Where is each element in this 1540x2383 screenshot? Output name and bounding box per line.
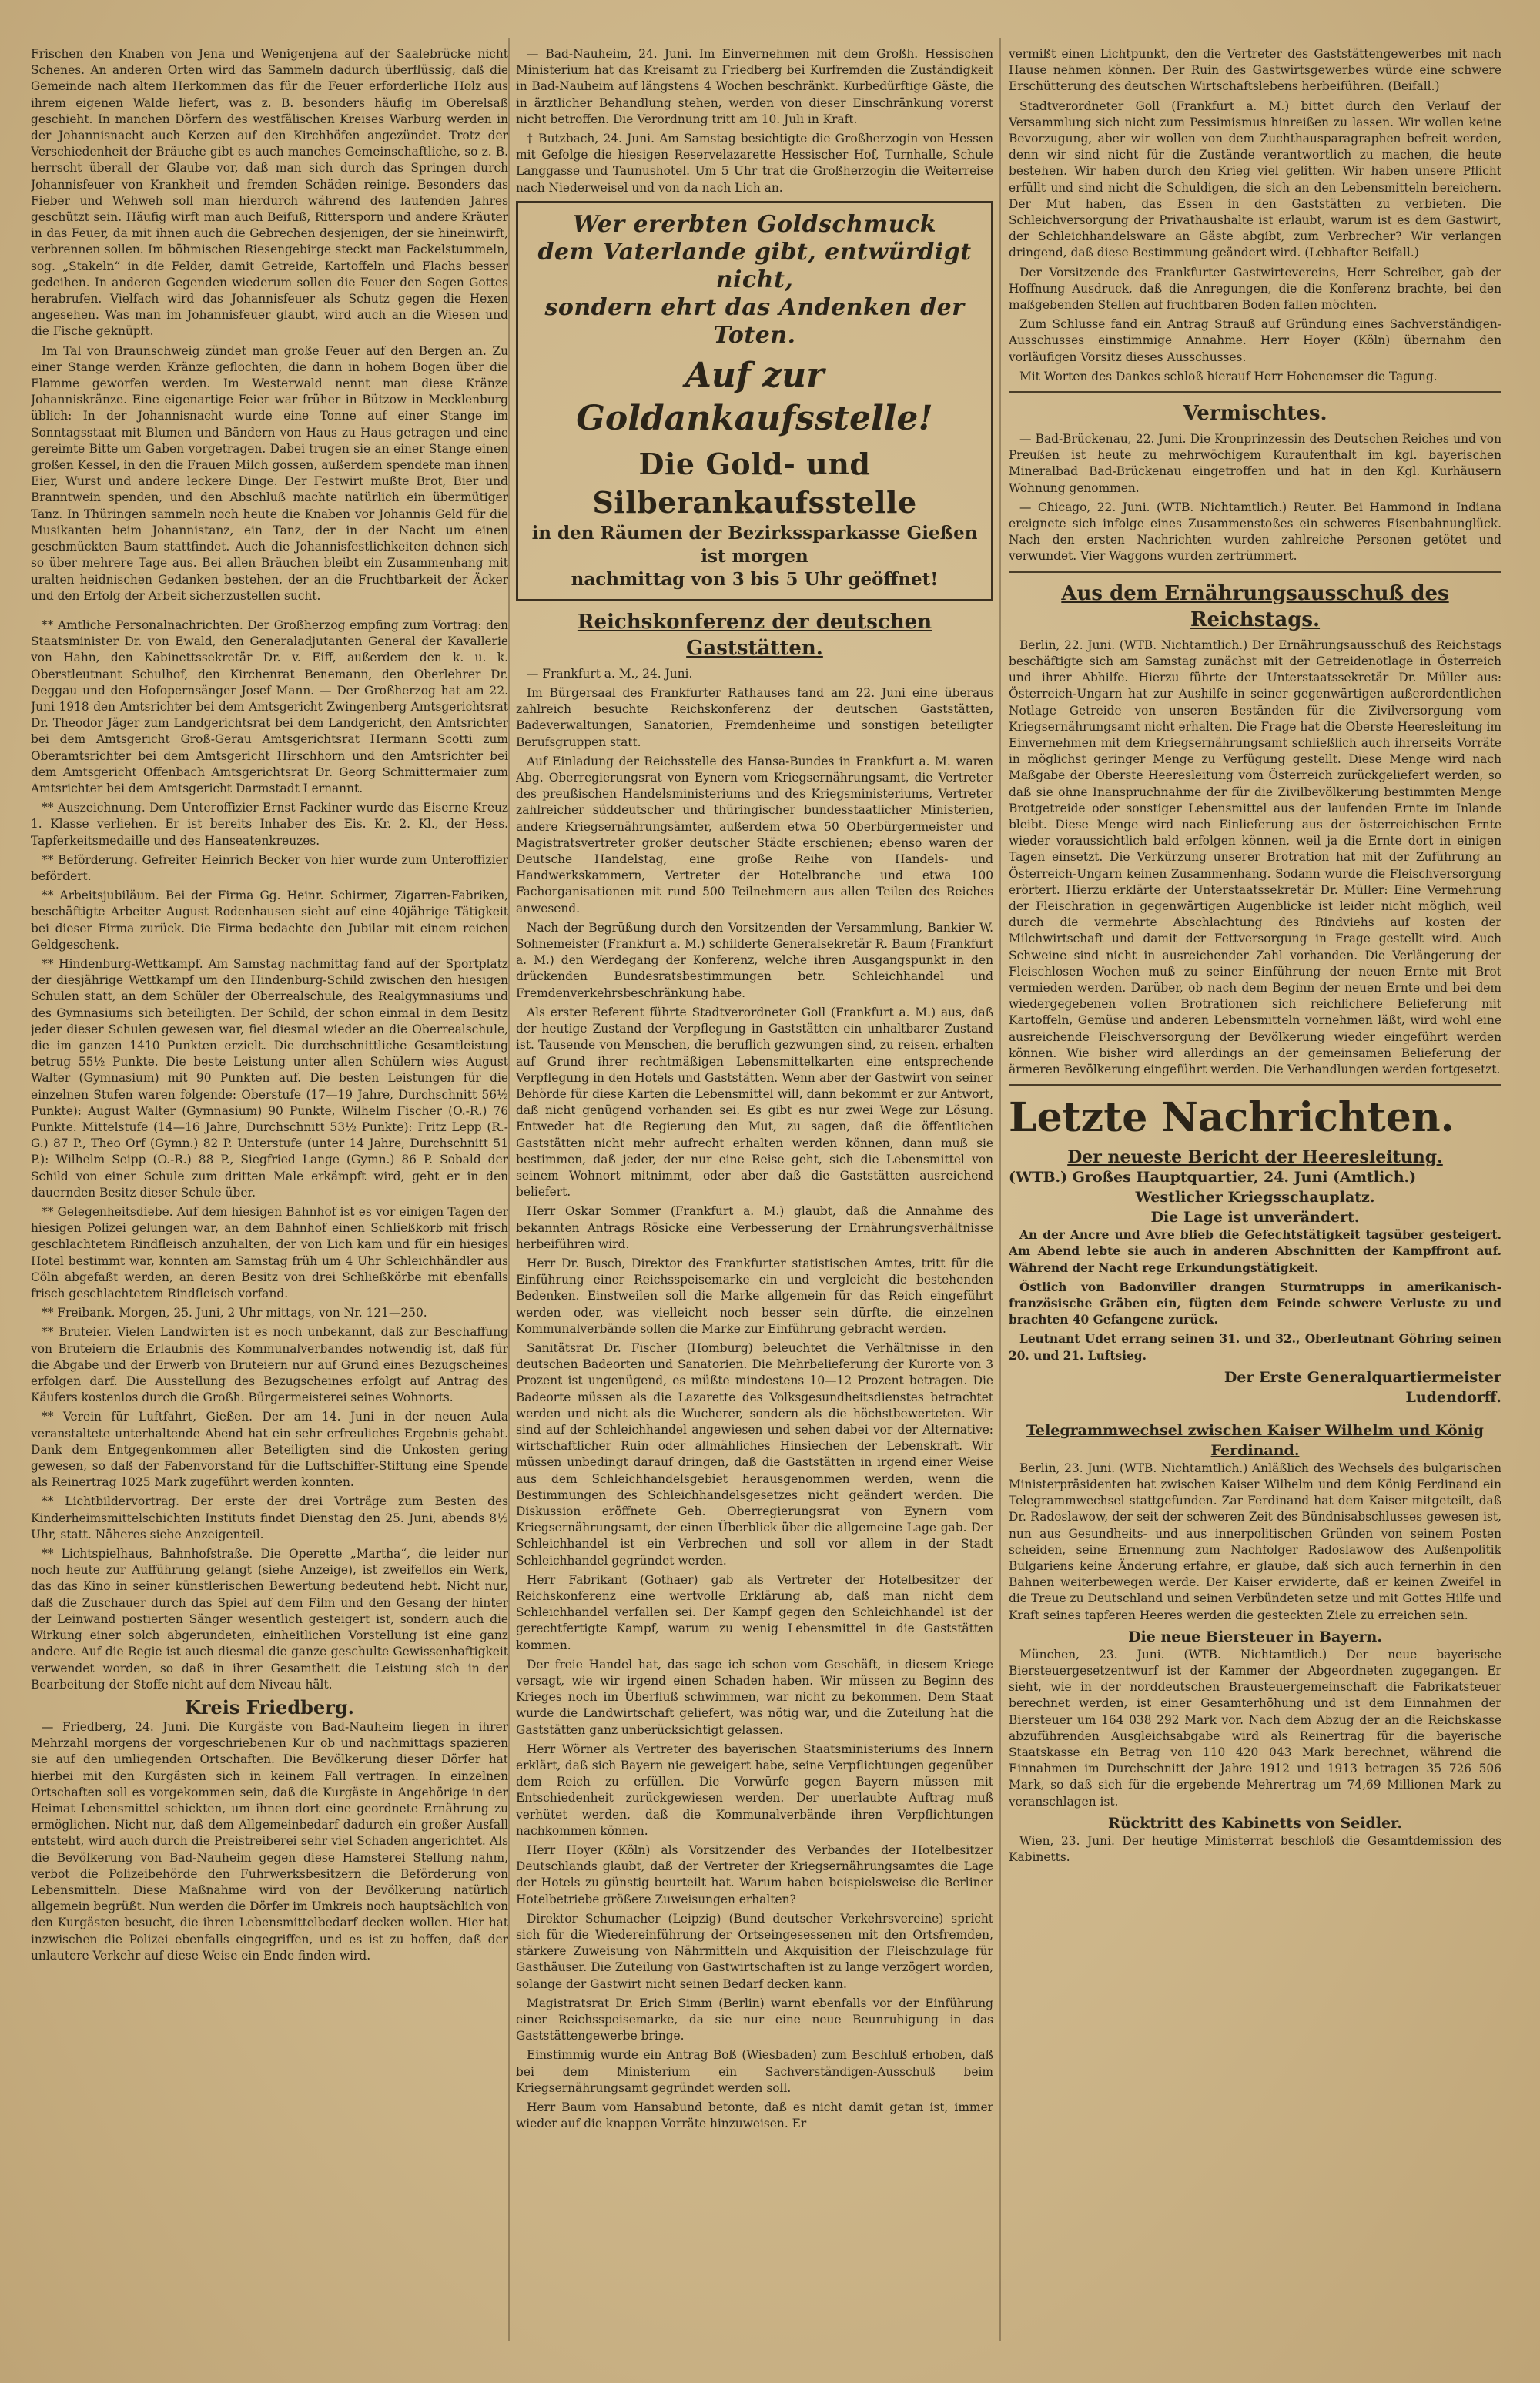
article-paragraph: Berlin, 23. Juni. (WTB. Nichtamtlich.) Anläßlich des Wechsels des bulgarischen Ministerpräsidenten hat zwischen Kaiser Wilhelm und dem König Ferdinand ein Telegrammwechsel stattgefunden. Zar Ferdinand hat dem Kaiser mitgeteilt, daß Dr. Radoslawow, der seit der schweren Zeit des Bündnisabschlusses gewesen ist, nun aus Gesundheits- und aus innerpolitischen Gründen von seinem Posten scheiden, seine Ernennung zum Nachfolger Radoslawow des Außenpolitik Bulgariens keine Änderung erfahre, er glaube, daß sich auch fernerhin in den Bahnen weiterbewegen werde. Der Kaiser erwiderte, daß er keinen Zweifel in die Treue zu Deutschland und seinen Verbündeten setze und mit Gottes Hilfe und Kraft seines tapferen Heeres werden die gesteckten Ziele zu erreichen sein. [1009,1461,1502,1622]
article-paragraph: Frischen den Knaben von Jena und Wenigenjena auf der Saalebrücke nicht Schenes. An anderen Orten wird das Sammeln dadurch überflüssig, daß die Gemeinde nach altem Herkommen das für die Feuer erforderliche Holz aus ihrem eigenen Walde liefert, was z. B. besonders häufig im Oberelsaß geschieht. In manchen Dörfern des westfälischen Kreises Warburg werden in der Johannisnacht auch Kerzen auf den Kirchhöfen angezündet. Trotz der Verschiedenheit der Bräuche gibt es auch manches Gemeinschaftliche, so z. B. herrscht überall der Glaube vor, daß man sich durch das Springen durch Johannisfeuer von Krankheit und fremden Schäden reinige. Besonders das Fieber und Wehweh soll man hierdurch während des laufenden Jahres geschützt sein. Häufig wirft man auch Beifuß, Rittersporn und andere Kräuter in das Feuer, da mit ihnen auch die Gebrechen desjenigen, der sie hineinwirft, verbrennen sollen. Im böhmischen Riesengebirge steckt man Fackelstummeln, sog. „Stakeln“ in die Felder, damit Getreide, Kartoffeln und Flachs besser gedeihen. In anderen Gegenden wiederum sollen die Feuer den Segen Gottes herabrufen. Vielfach wird das Johannisfeuer als Schutz gegen die Hexen angesehen. Was man im Johannisfeuer glaubt, wird auch an die Wiesen und die Fische geknüpft. [31,47,508,339]
ad-line: sondern ehrt das Andenken der Toten. [544,293,965,349]
section-heading: Reichskonferenz der deutschen Gaststätten. [577,610,932,660]
article-paragraph: Zum Schlusse fand ein Antrag Strauß auf Gründung eines Sachverständigen-Ausschusses einstimmige Annahme. Herr Hoyer (Köln) übernahm den vorläufigen Vorsitz dieses Ausschusses. [1009,317,1502,364]
ad-headline: Die Gold- und Silberankaufsstelle [592,446,917,520]
article-paragraph: — Chicago, 22. Juni. (WTB. Nichtamtlich.) Reuter. Bei Hammond in Indiana ereignete sich infolge eines Zusammenstoßes ein schweres Eisenbahnunglück. Nach den ersten Nachrichten wurden zahlreiche Personen getötet und verwundet. Vier Waggons wurden zertrümmert. [1009,500,1502,564]
ad-line: nachmittag von 3 bis 5 Uhr geöffnet! [571,568,939,590]
article-paragraph: Der freie Handel hat, das sage ich schon vom Geschäft, in diesem Kriege versagt, wie wir irgend einen Schaden haben. Wir müssen zu Beginn des Krieges noch im Überfluß schwimmen, war nicht zu bekommen. Dem Staat wurde die Landwirtschaft geliefert, was nötig war, und die Zuteilung hat die Gaststätten ganz unberücksichtigt gelassen. [516,1657,993,1737]
column-rule [508,38,510,2341]
article-paragraph: ** Bruteier. Vielen Landwirten ist es noch unbekannt, daß zur Beschaffung von Bruteiern die Erlaubnis des Kommunalverbandes notwendig ist, daß für die Abgabe und der Erwerb von Bruteiern nur auf Grund eines Bezugscheines erfolgen darf. Die Ausstellung des Bezugscheines erfolgt auf Antrag des Käufers kostenlos durch die Großh. Bürgermeisterei seines Wohnorts. [31,1325,508,1405]
column-right [1009,46,1502,2345]
article-paragraph: Mit Worten des Dankes schloß hierauf Herr Hohenemser die Tagung. [1019,369,1438,383]
article-paragraph: Nach der Begrüßung durch den Vorsitzenden der Versammlung, Bankier W. Sohnemeister (Frankfurt a. M.) schilderte Generalsekretär R. Baum (Frankfurt a. M.) den Werdegang der Konferenz, welche ihren Ausgangspunkt in den drückenden Bundesratsbestimmungen betr. Schleichhandel und Fremdenverkehrsbeschränkung habe. [516,920,993,1000]
article-paragraph: — Friedberg, 24. Juni. Die Kurgäste von Bad-Nauheim liegen in ihrer Mehrzahl morgens der vorgeschriebenen Kur ob und nachmittags spazieren sie auf den umliegenden Ortschaften. Die Bevölkerung dieser Dörfer hat hierbei mit den Kurgästen sich in keinem Fall vertragen. In einzelnen Ortschaften soll es vorgekommen sein, daß die Kurgäste in Angehörige in der Heimat Lebensmittel schickten, um ihnen dort eine geordnete Ernährung zu ermöglichen. Nicht nur, daß dem Allgemeinbedarf dadurch ein großer Ausfall entsteht, wird auch durch die Preistreiberei sehr viel Schaden angerichtet. Als die Bevölkerung von Bad-Nauheim gegen diese Hamsterei Stellung nahm, verbot die Polizeibehörde den Fuhrwerksbesitzern die Beförderung von Lebensmitteln. Diese Maßnahme wird von der Bevölkerung natürlich allgemein begrüßt. Nun werden die Dörfer im Umkreis noch hauptsächlich von den Kurgästen besucht, die ihren Lebensmittelbedarf decken wollen. Hier hat inzwischen die Polizei ebenfalls eingegriffen, und es ist zu hoffen, daß der unlautere Verkehr auf diese Weise ein Ende finden wird. [31,1719,508,1963]
column-left [31,46,508,2345]
article-paragraph: ** Auszeichnung. Dem Unteroffizier Ernst Fackiner wurde das Eiserne Kreuz 1. Klasse verliehen. Er ist bereits Inhaber des Eis. Kr. 2. Kl., der Hess. Tapferkeitsmedaille und des Hanseatenkreuzes. [31,801,508,848]
article-paragraph: ** Arbeitsjubiläum. Bei der Firma Gg. Heinr. Schirmer, Zigarren-Fabriken, beschäftigte Arbeiter August Rodenhausen sieht auf eine 40jährige Tätigkeit bei dieser Firma zurück. Die Firma bedachte den Jubilar mit einem reichen Geldgeschenk. [31,889,508,952]
article-paragraph: Wien, 23. Juni. Der heutige Ministerrat beschloß die Gesamtdemission des Kabinetts. [1009,1833,1502,1865]
article-paragraph: Herr Baum vom Hansabund betonte, daß es nicht damit getan ist, immer wieder auf die knappen Vorräte hinzuweisen. Er [516,2100,993,2131]
report-paragraph: An der Ancre und Avre blieb die Gefechtstätigkeit tagsüber gesteigert. Am Abend lebte sie auch in anderen Abschnitten der Kampffront auf. Während der Nacht rege Erkundungstätigkeit. [1009,1228,1502,1275]
section-heading: Kreis Friedberg. [184,1695,355,1719]
article-paragraph: — Bad-Nauheim, 24. Juni. Im Einvernehmen mit dem Großh. Hessischen Ministerium hat das Kreisamt zu Friedberg bei Kurfremden die Zuständigkeit in Bad-Nauheim auf längstens 4 Wochen beschränkt. Kurbedürftige Gäste, die in ärztlicher Behandlung stehen, werden von dieser Einschränkung vorerst nicht betroffen. Die Verordnung tritt am 10. Juli in Kraft. [516,47,993,126]
ad-line: Wer ererbten Goldschmuck [572,210,937,238]
ad-line: dem Vaterlande gibt, entwürdigt nicht, [537,238,972,293]
article-paragraph: Herr Hoyer (Köln) als Vorsitzender des Verbandes der Hotelbesitzer Deutschlands glaubt, daß der Vertreter der Kriegsernährungsamtes die Lage der Hotels zu günstig beurteilt hat. Warum haben beispielsweise die Berliner Hotelbetriebe größere Zuweisungen erhalten? [516,1843,993,1906]
article-paragraph: † Butzbach, 24. Juni. Am Samstag besichtigte die Großherzogin von Hessen mit Gefolge die hiesigen Reservelazarette Hessischer Hof, Turnhalle, Schule Langgasse und Taunushotel. Um 5 Uhr trat die Großherzogin die Weiterreise nach Niederweisel und von da nach Lich an. [516,132,993,195]
article-paragraph: Berlin, 22. Juni. (WTB. Nichtamtlich.) Der Ernährungsausschuß des Reichstags beschäftigte sich am Samstag zunächst mit der Getreidenotlage in Österreich und ihrer Abhilfe. Hierzu führte der Unterstaatssekretär Dr. Müller aus: Österreich-Ungarn hat zur Aushilfe in seiner gegenwärtigen außerordentlichen Notlage Getreide von unseren Beständen für die Zivilversorgung vom Kriegsernährungsamt nicht erhalten. Die Frage hat die Oberste Heeresleitung im Einvernehmen mit dem Kriegsernährungsamt schließlich auch ihrerseits Vorräte in möglichst geringer Menge zu Verfügung gestellt. Diese Menge wird nach Maßgabe der Oberste Heeresleitung vom Österreich zurückgeliefert werden, so daß sie ohne Inanspruchnahme der für die Zivilbevölkerung bestimmten Menge Brotgetreide oder sonstiger Lebensmittel aus der laufenden Ernte im Inlande bleibt. Diese Menge wird nach Einlieferung aus der österreichischen Ernte wieder voraussichtlich bald erfolgen können, weil ja die Ernte dort in einigen Tagen einsetzt. Die Verkürzung unserer Brotration hat mit der Zuführung an Österreich-Ungarn keinen Zusammenhang. Sodann wurde die Fleischversorgung erörtert. Hierzu erklärte der Unterstaatssekretär Dr. Müller: Eine Vermehrung der Fleischration in gegenwärtigen Augenblicke ist leider nicht möglich, weil durch die vermehrte Abschlachtung des Rindviehs auf kosten der Milchwirtschaft und damit der Fettversorgung in Frage gestellt wird. Auch Schweine sind nicht in ausreichender Zahl vorhanden. Die Verlängerung der Fleischlosen Wochen muß zu seiner Einführung der neuen Ernte mit Brot vermieden werden. Darüber, ob nach dem Beginn der neuen Ernte und bei dem wiedergegebenen vollen Brotrationen sich reichlichere Belieferung mit Kartoffeln, Gemüse und anderen Lebensmitteln vornehmen läßt, wird wohl eine ausreichende Fleischversorgung der Bevölkerung wieder eingeführt werden können. Wie bisher wird allerdings an der gemeinsamen Belieferung der ärmeren Bevölkerung eingeführt werden. Die Verhandlungen werden fortgesetzt. [1009,638,1502,1076]
letzte-nachrichten-heading: Letzte Nachrichten. [1009,1094,1455,1142]
article-paragraph: Im Bürgersaal des Frankfurter Rathauses fand am 22. Juni eine überaus zahlreich besuchte Reichskonferenz der deutschen Gaststätten, Badeverwaltungen, Sanatorien, Fremdenheime und sonstigen beteiligter Berufsgruppen statt. [516,686,993,749]
column-middle [516,46,993,2345]
article-paragraph: Herr Fabrikant (Gothaer) gab als Vertreter der Hotelbesitzer der Reichskonferenz eine wertvolle Erklärung ab, daß man nicht dem Schleichhandel verfallen sei. Der Kampf gegen den Schleichhandel ist der gerechtfertigte Kampf, warum zu wenig Lebensmittel in die Gaststätten kommen. [516,1572,993,1652]
gold-ankauf-advertisement [516,201,993,601]
article-paragraph: Herr Oskar Sommer (Frankfurt a. M.) glaubt, daß die Annahme des bekannten Antrags Rösicke eine Verbesserung der Ernährungsverhältnisse herbeiführen wird. [516,1204,993,1251]
report-paragraph: Östlich von Badonviller drangen Sturmtrupps in amerikanisch-französische Gräben ein, fügten dem Feinde schwere Verluste zu und brachten 40 Gefangene zurück. [1009,1280,1502,1327]
section-heading: Der neueste Bericht der Heeresleitung. [1067,1147,1443,1168]
report-paragraph: Leutnant Udet errang seinen 31. und 32., Oberleutnant Göhring seinen 20. und 21. Luftsieg. [1009,1332,1502,1363]
article-paragraph: vermißt einen Lichtpunkt, den die Vertreter des Gaststättengewerbes mit nach Hause nehmen können. Der Ruin des Gastwirtsgewerbes würde eine schwere Erschütterung des deutschen Wirtschaftslebens herbeiführen. (Beifall.) [1009,47,1502,94]
signature: Der Erste Generalquartiermeister [1224,1368,1502,1386]
article-paragraph: Im Tal von Braunschweig zündet man große Feuer auf den Bergen an. Zu einer Stange werden Kränze geflochten, die dann in hohem Bogen über die Flamme geworfen werden. Im Westerwald nennt man diese Kränze Johanniskränze. Eine eigenartige Feier war früher in Bützow in Mecklenburg üblich: In der Johannisnacht wurde eine Tonne auf einer Stange im Sonntagsstaat mit Blumen und Bändern von Haus zu Haus getragen und eine gereimte Bitte um Gaben vorgetragen. Dabei trugen sie an einer Stange einen großen Kessel, in den die Frauen Milch gossen, außerdem spendete man ihnen Eier, Wurst und andere leckere Dinge. Der Festwirt mußte Brot, Bier und Branntwein spenden, und den Abschluß machte natürlich ein übermütiger Tanz. In Thüringen sammeln noch heute die Knaben vor Johannis Geld für die Musikanten beim Johannistanz, ein Tanz, der in der Nacht um einen geschmückten Baum stattfindet. Auch die Johannisfestlichkeiten dehnen sich so über mehrere Tage aus. Bei allen Bräuchen bleibt ein Zusammenhang mit uralten heidnischen Gedanken bestehen, der an die Fruchtbarkeit der Äcker und den Erfolg der Arbeit sicherzustellen sucht. [31,343,508,603]
article-paragraph: ** Lichtspielhaus, Bahnhofstraße. Die Operette „Martha“, die leider nur noch heute zur Aufführung gelangt (siehe Anzeige), ist zweifellos ein Werk, das das Kino in seiner künstlerischen Bewertung bedeutend hebt. Nicht nur, daß die Zuschauer durch das Spiel auf dem Film und den Gesang der hinter der Leinwand postierten Sänger wesentlich gesteigert ist, sondern auch die Wirkung einer solch abgerundeten, einheitlichen Vorstellung ist eine ganz andere. Auf die Regie ist auch diesmal die ganze geschulte Gewissenhaftigkeit verwendet worden, so daß in ihrer Gesamtheit die Leistung sich in der Bearbeitung der Stoffe nicht auf dem Niveau hält. [31,1547,508,1692]
dateline: — Frankfurt a. M., 24. Juni. [527,666,693,681]
article-paragraph: Direktor Schumacher (Leipzig) (Bund deutscher Verkehrsvereine) spricht sich für die Wiedereinführung der Ortseingesessenen mit den Ortsfremden, stärkere Zuweisung von Nährmitteln und Akquisition der Fleischzulage für Gasthäuser. Die Zuteilung von Gastwirtschaften ist zu lange verzögert worden, solange der Gastwirt nicht seinen Bedarf decken kann. [516,1911,993,1991]
ad-headline: Auf zur Goldankaufsstelle! [576,355,933,438]
section-heading: Telegrammwechsel zwischen Kaiser Wilhelm und König Ferdinand. [1026,1421,1484,1459]
dateline: (WTB.) Großes Hauptquartier, 24. Juni (Amtlich.) [1009,1169,1417,1186]
column-rule [999,38,1001,2341]
article-paragraph: ** Beförderung. Gefreiter Heinrich Becker von hier wurde zum Unteroffizier befördert. [31,852,508,883]
report-line: Die Lage ist unverändert. [1150,1209,1360,1227]
divider [1009,571,1502,573]
article-paragraph: Sanitätsrat Dr. Fischer (Homburg) beleuchtet die Verhältnisse in den deutschen Badeorten und Sanatorien. Die Mehrbelieferung der Kurorte von 3 Prozent ist ungenügend, es müßte mindestens 10—12 Prozent betragen. Die Badeorte müssen als die Lazarette des Volksgesundheitsdienstes betrachtet werden und nicht als die Wucherer, sondern als die höchstbewerteten. Wir sind auf der Schleichhandel angewiesen und sehen dabei vor der Alternative: wirtschaftlicher Ruin oder allmähliches Hinsiechen der Lebenskraft. Wir müssen unbedingt darauf dringen, daß die Gaststätten in irgend einer Weise aus dem Schleichhandelsgebiet herausgenommen werden, wenn die Bestimmungen des Schleichhandelsgesetzes nicht geändert werden. Die Diskussion eröffnete Geh. Oberregierungsrat von Eynern vom Kriegsernährungsamt, der einen Überblick über die allgemeine Lage gab. Der Schleichhandel ist ein Verbrechen und soll vor allem in der Stadt Schleichhandel gegründet werden. [516,1340,993,1568]
article-paragraph: Auf Einladung der Reichsstelle des Hansa-Bundes in Frankfurt a. M. waren Abg. Oberregierungsrat von Eynern vom Kriegsernährungsamt, die Vertreter des preußischen Handelsministeriums und des Kriegsministeriums, Vertreter zahlreicher süddeutscher und thüringischer bundesstaatlicher Ministerien, andere Kriegsernährungsämter, außerdem etwa 50 Oberbürgermeister und Magistratsvertreter großer deutscher Städte erschienen; ebenso waren der Deutsche Handelstag, eine große Reihe von Handels- und Handwerkskammern, Vertreter der Hotelbranche und etwa 100 Fachorganisationen mit rund 500 Teilnehmern aus allen Teilen des Reiches anwesend. [516,754,993,915]
article-paragraph: — Bad-Brückenau, 22. Juni. Die Kronprinzessin des Deutschen Reiches und von Preußen ist heute zu mehrwöchigem Kuraufenthalt im kgl. bayerischen Mineralbad Bad-Brückenau eingetroffen und hat in den Kgl. Kurhäusern Wohnung genommen. [1009,432,1502,495]
divider [1009,1084,1502,1086]
section-heading: Rücktritt des Kabinetts von Seidler. [1108,1814,1402,1832]
article-paragraph: München, 23. Juni. (WTB. Nichtamtlich.) Der neue bayerische Biersteuergesetzentwurf ist der Kammer der Abgeordneten zugegangen. Er sieht, wie in der norddeutschen Brausteuergemeinschaft die Fabrikatsteuer berechnet werden, ist einer Gesamterhöhung und ist dem Einnahmen der Biersteuer um 164 038 292 Mark vor. Nach dem Abzug der an die Reichskasse abzuführenden Ausgleichsabgabe wird als Reinertrag für die bayerische Staatskasse ein Betrag von 110 420 043 Mark berechnet, während die Einnahmen im Durchschnitt der Jahre 1912 und 1913 betragen 35 726 506 Mark, so daß sich für die ergebende Mehrertrag um 74,69 Millionen Mark zu veranschlagen ist. [1009,1647,1502,1809]
article-paragraph: Magistratsrat Dr. Erich Simm (Berlin) warnt ebenfalls vor der Einführung einer Reichsspeisemarke, da sie nur eine neue Beunruhigung in das Gaststättengewerbe bringe. [516,1996,993,2043]
article-paragraph: Herr Dr. Busch, Direktor des Frankfurter statistischen Amtes, tritt für die Einführung einer Reichsspeisemarke ein und vergleicht die bestehenden Bedenken. Einstweilen soll die Marke allgemein für das Reich eingeführt werden oder, was vielleicht noch besser sein dürfte, die einzelnen Kommunalverbände sollen die Marke zur Einführung gebracht werden. [516,1256,993,1336]
article-paragraph: ** Freibank. Morgen, 25. Juni, 2 Uhr mittags, von Nr. 121—250. [42,1306,427,1320]
article-paragraph: Stadtverordneter Goll (Frankfurt a. M.) bittet durch den Verlauf der Versammlung sich nicht zum Pessimismus hinreißen zu lassen. Wir wollen keine Bevorzugung, aber wir wollen von dem Zuchthausparagraphen befreit werden, denn wir sind nicht für die Zustände verantwortlich zu machen, die heute bestehen. Wir haben durch den Krieg viel gelitten. Wir haben unsere Pflicht erfüllt und sind nicht die Schuldigen, die sich an den Lebensmitteln bereichern. Der Mut haben, das Essen in den Gaststätten zu verbieten. Die Schleichversorgung der Privathaushalte ist erlaubt, warum ist es dem Gastwirt, der Schleichhandelsware an Gäste abgibt, zum Verbrecher? Wir verlangen dringend, daß diese Bestimmung geändert wird. (Lebhafter Beifall.) [1009,99,1502,260]
signature: Ludendorff. [1405,1388,1502,1406]
section-heading: Die neue Biersteuer in Bayern. [1128,1628,1382,1645]
article-paragraph: Als erster Referent führte Stadtverordneter Goll (Frankfurt a. M.) aus, daß der heutige Zustand der Verpflegung in Gaststätten ein unhaltbarer Zustand ist. Tausende von Menschen, die beruflich gezwungen sind, zu reisen, erhalten auf Grund ihrer rechtmäßigen Lebensmittelkarten eine entsprechende Verpflegung in den Hotels und Gaststätten. Wenn aber der Gastwirt von seiner Behörde für diese Karten die Lebensmittel will, dann bekommt er zur Antwort, daß nicht genügend vorhanden sei. Es gibt es nur zwei Wege zur Lösung. Entweder hat die Regierung den Mut, zu sagen, daß die öffentlichen Gaststätten nicht mehr aufrecht erhalten werden können, dann muß sie bestimmen, daß jeder, der nur eine Reise geht, sich die Lebensmittel von seinem Wohnort mitnimmt, oder aber daß die Gaststätten ausreichend beliefert. [516,1005,993,1200]
section-heading: Aus dem Ernährungsausschuß des Reichstags. [1061,581,1449,631]
section-heading: Vermischtes. [1183,402,1327,426]
article-paragraph: ** Gelegenheitsdiebe. Auf dem hiesigen Bahnhof ist es vor einigen Tagen der hiesigen Polizei gelungen war, an dem Bahnhof einen Schließkorb mit frisch geschlachtetem Rindfleisch anzuhalten, der von Lich kam und für ein hiesiges Hotel bestimmt war, konnten am Samstag früh um 4 Uhr Schleichhändler aus Cöln abgefaßt werden, an deren Besitz von drei Schließkörbe mit ebenfalls frisch geschlachtetem Rindfleisch vorfand. [31,1205,508,1301]
article-paragraph: Der Vorsitzende des Frankfurter Gastwirtevereins, Herr Schreiber, gab der Hoffnung Ausdruck, daß die Anregungen, die die Konferenz brachte, bei den maßgebenden Stellen auf fruchtbaren Boden fallen möchten. [1009,265,1502,313]
article-paragraph: ** Lichtbildervortrag. Der erste der drei Vorträge zum Besten des Kinderheimsmittelschichten Instituts findet Dienstag den 25. Juni, abends 8½ Uhr, statt. Näheres siehe Anzeigenteil. [31,1494,508,1541]
ad-line: in den Räumen der Bezirkssparkasse Gießen ist morgen [531,522,978,567]
article-paragraph: Einstimmig wurde ein Antrag Boß (Wiesbaden) zum Beschluß erhoben, daß bei dem Ministerium ein Sachverständigen-Ausschuß beim Kriegsernährungsamt gegründet werden soll. [516,2048,993,2095]
article-paragraph: ** Amtliche Personalnachrichten. Der Großherzog empfing zum Vortrag: den Staatsminister Dr. von Ewald, den Generaladjutanten General der Kavallerie von Hahn, den Kabinettssekretär Dr. v. Eiff, außerdem den k. u. k. Oberstleutnant Schulhof, den Kirchenrat Benemann, den Oberlehrer Dr. Deggau und den Hofopernsänger Josef Mann. — Der Großherzog hat am 22. Juni 1918 den Amtsrichter bei dem Amtsgericht Zwingenberg Amtsgerichtsrat Dr. Theodor Jäger zum Landgerichtsrat bei dem Landgericht, den Amtsrichter bei dem Amtsgericht Groß-Gerau Amtsgerichtsrat Hermann Scotti zum Oberamtsrichter bei dem Amtsgericht Hirschhorn und den Amtsrichter bei dem Amtsgericht Offenbach Amtsgerichtsrat Dr. Georg Schmittermaier zum Amtsrichter bei dem Amtsgericht Darmstadt I ernannt. [31,618,508,795]
article-paragraph: ** Verein für Luftfahrt, Gießen. Der am 14. Juni in der neuen Aula veranstaltete unterhaltende Abend hat ein sehr erfreuliches Ergebnis gehabt. Dank dem Entgegenkommen aller Beteiligten sind die Unkosten gering gewesen, so daß der Fabenvorstand für die Luftschiffer-Stiftung eine Spende als Reinertrag 1025 Mark zugeführt werden konnten. [31,1410,508,1490]
article-paragraph: Herr Wörner als Vertreter des bayerischen Staatsministeriums des Innern erklärt, daß sich Bayern nie geweigert habe, seine Verpflichtungen gegenüber dem Reich zu erfüllen. Die Vorwürfe gegen Bayern müssen mit Entschiedenheit zurückgewiesen werden. Der unerlaubte Auftrag muß verhütet werden, daß die Kommunalverbände ihren Verpflichtungen nachkommen können. [516,1742,993,1838]
divider [1009,391,1502,393]
article-paragraph: ** Hindenburg-Wettkampf. Am Samstag nachmittag fand auf der Sportplatz der diesjährige Wettkampf um den Hindenburg-Schild zwischen den hiesigen Schulen statt, an dem Schüler der Oberrealschule, des Realgymnasiums und des Gymnasiums sich beteiligten. Der Schild, der schon einmal in dem Besitz jeder dieser Schulen gewesen war, fiel diesmal wieder an die Oberrealschule, die im ganzen 1410 Punkten erzielt. Die durchschnittliche Gesamtleistung betrug 55½ Punkte. Die beste Leistung unter allen Schülern wies August Walter (Gymnasium) mit 90 Punkten auf. Die besten Leistungen für die einzelnen Stufen waren folgende: Oberstufe (17—19 Jahre, Durchschnitt 56½ Punkte): August Walter (Gymnasium) 90 Punkte, Wilhelm Fischer (O.-R.) 76 Punkte. Mittelstufe (14—16 Jahre, Durchschnitt 53½ Punkte): Fritz Lepp (R.-G.) 87 P., Theo Orf (Gymn.) 82 P. Unterstufe (unter 14 Jahre, Durchschnitt 51 P.): Wilhelm Seipp (O.-R.) 88 P., Siegfried Lange (Gymn.) 86 P. Sobald der Schild von einer Schule zum dritten Male erkämpft wird, geht er in den dauernden Besitz dieser Schule über. [31,956,508,1200]
subheading: Westlicher Kriegsschauplatz. [1135,1189,1375,1207]
